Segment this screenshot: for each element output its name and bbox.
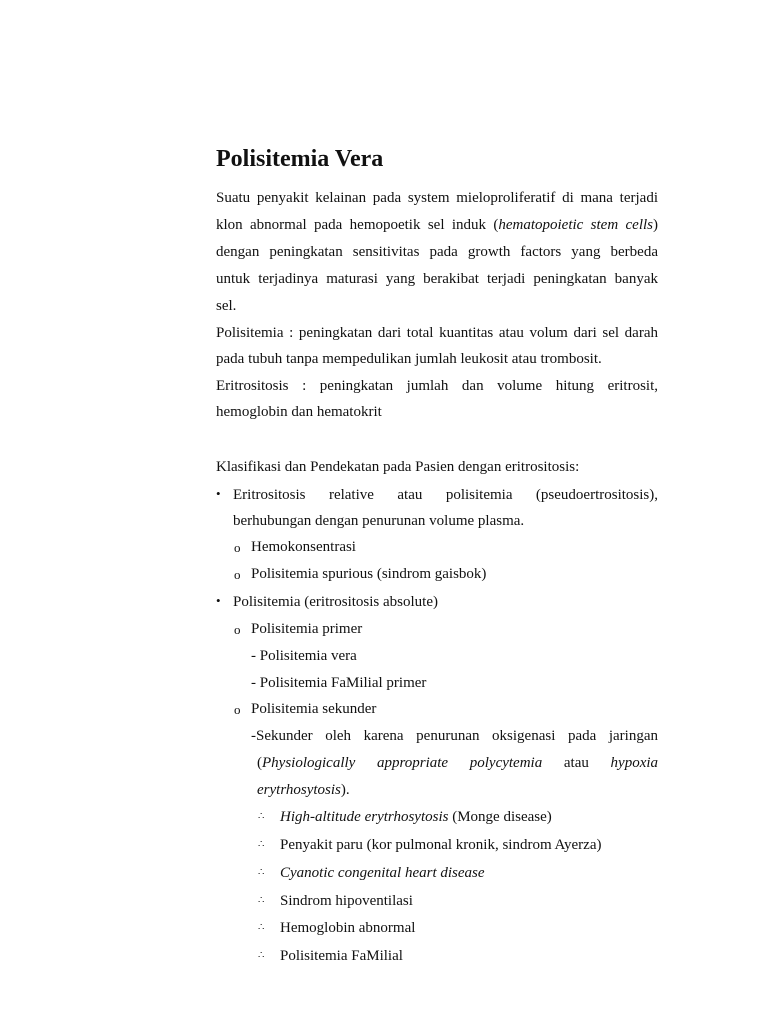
intro-line-5: sel.	[216, 298, 237, 314]
therefore-dots-icon: ∴	[258, 895, 266, 906]
item2-label: Polisitemia (eritrositosis absolute)	[233, 594, 438, 610]
intro-line-2: klon abnormal pada hemopoetik sel induk (hematopoietic stem cells)	[216, 217, 658, 233]
intro-line-3: dengan peningkatan sensitivitas pada growth factors yang berbeda	[216, 244, 658, 260]
item2-primer-b: - Polisitemia FaMilial primer	[251, 675, 427, 691]
item2-sekunder-line-3: erytrhosytosis).	[257, 782, 350, 798]
def-polisitemia-line-1: Polisitemia : peningkatan dari total kuantitas atau volum dari sel darah	[216, 325, 658, 341]
item1-sub-2: Polisitemia spurious (sindrom gaisbok)	[251, 566, 487, 582]
item2-sekunder: Polisitemia sekunder	[251, 701, 377, 717]
item2-primer-a: - Polisitemia vera	[251, 648, 357, 664]
klasifikasi-heading: Klasifikasi dan Pendekatan pada Pasien dengan eritrositosis:	[216, 459, 580, 475]
item2-sekunder-line-1: -Sekunder oleh karena penurunan oksigenasi pada jaringan	[251, 728, 658, 744]
cause-1: High-altitude erytrhosytosis (Monge disease)	[280, 809, 552, 825]
circle-bullet-icon: o	[234, 622, 241, 637]
item1-sub-1: Hemokonsentrasi	[251, 539, 356, 555]
cause-2: Penyakit paru (kor pulmonal kronik, sindrom Ayerza)	[280, 837, 602, 853]
item1-line-2: berhubungan dengan penurunan volume plasma.	[233, 513, 525, 529]
def-eritrositosis-line-2: hemoglobin dan hematokrit	[216, 404, 382, 420]
item2-primer: Polisitemia primer	[251, 621, 363, 637]
item2-sekunder-line-2: (Physiologically appropriate polycytemia atau hypoxia	[257, 755, 659, 771]
therefore-dots-icon: ∴	[258, 811, 266, 822]
circle-bullet-icon: o	[234, 540, 241, 555]
therefore-dots-icon: ∴	[258, 922, 266, 933]
page-title: Polisitemia Vera	[216, 146, 384, 172]
cause-4: Sindrom hipoventilasi	[280, 893, 413, 909]
circle-bullet-icon: o	[234, 567, 241, 582]
def-eritrositosis-line-1: Eritrositosis : peningkatan jumlah dan volume hitung eritrosit,	[216, 378, 658, 394]
cause-3: Cyanotic congenital heart disease	[280, 865, 485, 881]
cause-5: Hemoglobin abnormal	[280, 920, 416, 936]
def-polisitemia-line-2: pada tubuh tanpa mempedulikan jumlah leukosit atau trombosit.	[216, 351, 602, 367]
bullet-icon: •	[216, 486, 221, 501]
intro-line-1: Suatu penyakit kelainan pada system mieloproliferatif di mana terjadi	[216, 190, 658, 206]
cause-6: Polisitemia FaMilial	[280, 948, 403, 964]
intro-line-4: untuk terjadinya maturasi yang berakibat terjadi peningkatan banyak	[216, 271, 658, 287]
bullet-icon: •	[216, 593, 221, 608]
therefore-dots-icon: ∴	[258, 867, 266, 878]
item1-line-1: Eritrositosis relative atau polisitemia (pseudoertrositosis),	[233, 487, 658, 503]
therefore-dots-icon: ∴	[258, 950, 266, 961]
circle-bullet-icon: o	[234, 702, 241, 717]
therefore-dots-icon: ∴	[258, 839, 266, 850]
